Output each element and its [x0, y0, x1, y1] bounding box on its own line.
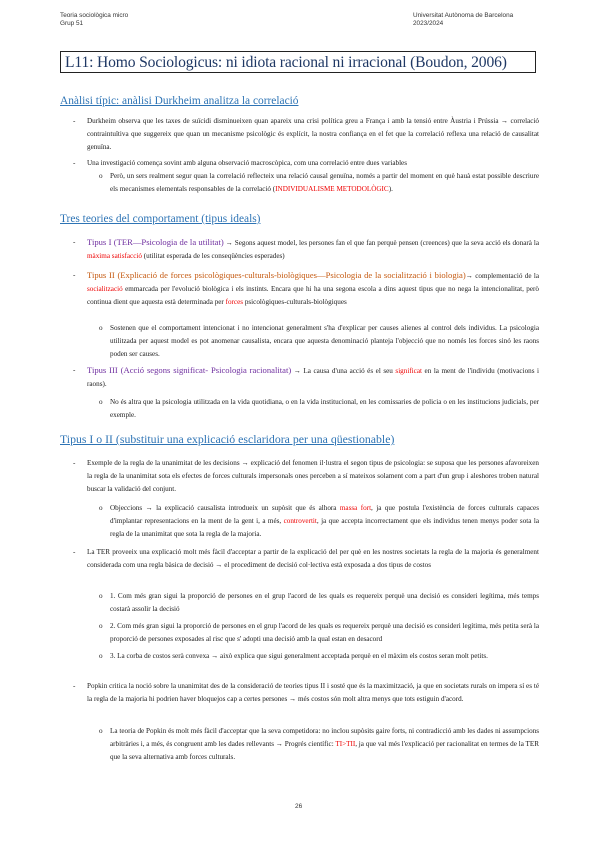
circle-bullet: o	[99, 652, 103, 660]
header-left	[60, 12, 128, 29]
paragraph-cost-3: 3. La corba de costos serà convexa → això explica que sigui generalment acceptada perquè en el màxim els costos seran molt petits.	[110, 652, 488, 660]
dash-bullet: -	[73, 459, 76, 467]
methodological-individualism-term: INDIVIDUALISME METODOLÒGIC	[275, 185, 389, 194]
paragraph-type-ii-detail: Sostenen que el comportament intencionat i no intencionat generalment s'ha d'explicar per causes alienes al control dels individus. La psicologia utilitzada per aquest model es pot anomenar causalista, encara que aquesta denominació planteja l'objecció que no només les forces sinó les raons poden ser causes.	[110, 324, 539, 359]
page-number: 26	[295, 803, 303, 810]
circle-bullet: o	[99, 324, 103, 332]
type-ii-label: Tipus II (Explicació de forces psicològiques-culturals-biològiques—Psicologia de la socialització i biologia)	[87, 270, 466, 280]
dash-bullet: -	[73, 548, 76, 556]
paragraph-cost-1: 1. Com més gran sigui la proporció de persones en el grup l'acord de les quals es requereix perquè una decisió es consideri legítima, més temps costarà assolir la decisió	[110, 592, 539, 614]
circle-bullet: o	[99, 172, 103, 180]
paragraph-popkin: Popkin critica la noció sobre la unanimitat des de la consideració de teories tipus II i sosté que és la maximització, ja que en societats rurals on impera sí es té la regla de la majoria hi podrien haver bloquejos cap a certes persones → més costos són molt altra menys que tots estiguin d'acord.	[87, 682, 539, 704]
circle-bullet: o	[99, 592, 103, 600]
dash-bullet: -	[73, 682, 76, 690]
paragraph-durkheim-observation: Durkheim observa que les taxes de suïcidi disminueixen quan apareix una crisi política greu a França i amb la tensió entre Àustria i Prússia → correlació contraintuïtiva que suggereix que quan un mecanisme psicològic és explícit, la nostra confiança en el fet que la correlació reflexa una relació de causalitat genuïna.	[87, 117, 539, 152]
page-title: L11: Homo Sociologicus: ni idiota racional ni irracional (Boudon, 2006)	[65, 54, 507, 71]
paragraph-type-iii: Tipus III (Acció segons significat- Psicologia racionalitat) → La causa d'una acció és el seu significat en la ment de l'individu (motivacions i raons).	[87, 365, 540, 389]
group-name: Grup 51	[60, 20, 84, 28]
paragraph-research-start: Una investigació comença sovint amb alguna observació macroscòpica, com una correlació entre dues variables	[87, 159, 408, 167]
dash-bullet: -	[73, 238, 76, 246]
paragraph-methodological-individualism: Però, un sers realment segur quan la correlació reflecteix una relació causal genuïna, només a partir del moment en què hauà estat possible descriure els mecanismes elementals responsables de la correlació (INDIVIDUALISME METODOLÒGIC).	[110, 172, 539, 194]
paragraph-type-i: Tipus I (TER—Psicologia de la utilitat) → Segons aquest model, les persones fan el que fan perquè pensen (creences) que la seva acció els donarà la màxima satisfacció (utilitat esperada de les conseqüències esperades)	[87, 237, 539, 261]
university-name: Universitat Autònoma de Barcelona	[413, 12, 514, 19]
section-heading-three-theories: Tres teories del comportament (tipus ideals)	[60, 213, 261, 225]
dash-bullet: -	[73, 366, 76, 374]
paragraph-popkin-theory: La teoria de Popkin és molt més fàcil d'acceptar que la seva competidora: no inclou supòsits gaire forts, ni contradicció amb les dades ni assumpcions arbitràries i, a més, és congruent amb les dades rellevants → Progrés científic: TI>TII, ja que val més l'explicació per racionalitat en termes de la TER que la seva alternativa amb forces culturals.	[110, 727, 540, 762]
section-heading-typical-analysis: Anàlisi típic: anàlisi Durkheim analitza la correlació	[60, 95, 299, 107]
paragraph-type-iii-detail: No és altra que la psicologia utilitzada en la vida quotidiana, o en la vida institucional, en les comissaries de policia o en les institucions judicials, per exemple.	[110, 398, 539, 420]
title-box	[60, 51, 536, 73]
header-right	[413, 12, 513, 29]
paragraph-type-ii: Tipus II (Explicació de forces psicològiques-culturals-biològiques—Psicologia de la socialització i biologia)→ complementació de la socialització emmarcada per l'evolució biològica i els instints. Encara que hi ha una segona escola a dins aquest tipus que no nega la intencionalitat, però continua dient que aquesta està determinada per forces psicològiques-culturals-biològiques	[87, 270, 540, 307]
dash-bullet: -	[73, 117, 76, 125]
circle-bullet: o	[99, 504, 103, 512]
dash-bullet: -	[73, 159, 76, 167]
circle-bullet: o	[99, 622, 103, 630]
course-name: Teoria sociològica micro	[60, 12, 129, 19]
circle-bullet: o	[99, 398, 103, 406]
type-i-label: Tipus I (TER—Psicologia de la utilitat)	[87, 237, 224, 247]
paragraph-unanimity-rule: Exemple de la regla de la unanimitat de les decisions → explicació del fenomen il·lustra el segon tipus de psicologia: se suposa que les persones afavoreixen la regla de la unanimitat sota els efectes de forces culturals impersonals ones perceben a sí mateixos solament com a part d'un grup i aleshores troben natural buscar la validació del conjunt.	[87, 459, 539, 494]
section-heading-type-i-or-ii: Tipus I o II (substituir una explicació escl​aridora per una qüestionable)	[60, 432, 395, 446]
academic-year: 2023/2024	[413, 20, 444, 28]
paragraph-objections: Objeccions → la explicació causalista introdueix un supòsit que és alhora massa fort, ja que postula l'existència de forces culturals capaces d'implantar representacions en la ment de la gent i, a més, controvertit, ja que accepta incorrectament que els individus tenen menys poder sota la regla de la unanimitat que sota la regla de la majoria.	[110, 504, 539, 539]
dash-bullet: -	[73, 271, 76, 279]
paragraph-cost-2: 2. Com més gran sigui la proporció de persones en el grup l'acord de les quals es requereix perquè una decisió es consideri legítima, més petita serà la proporció de persones exposades al risc que s' adopti una decisió amb la qual estan en desacord	[110, 622, 539, 644]
paragraph-ter-majority: La TER proveeix una explicació molt més fàcil d'acceptar a partir de la explicació del per què en les nostres societats la regla de la majoria és generalment considerada com una regla bàsica de decisió → el procediment de decisió col·lectiva està exposada a dos tipus de costos	[87, 548, 539, 570]
type-iii-label: Tipus III (Acció segons significat- Psicologia racionalitat)	[87, 365, 292, 375]
circle-bullet: o	[99, 727, 103, 735]
